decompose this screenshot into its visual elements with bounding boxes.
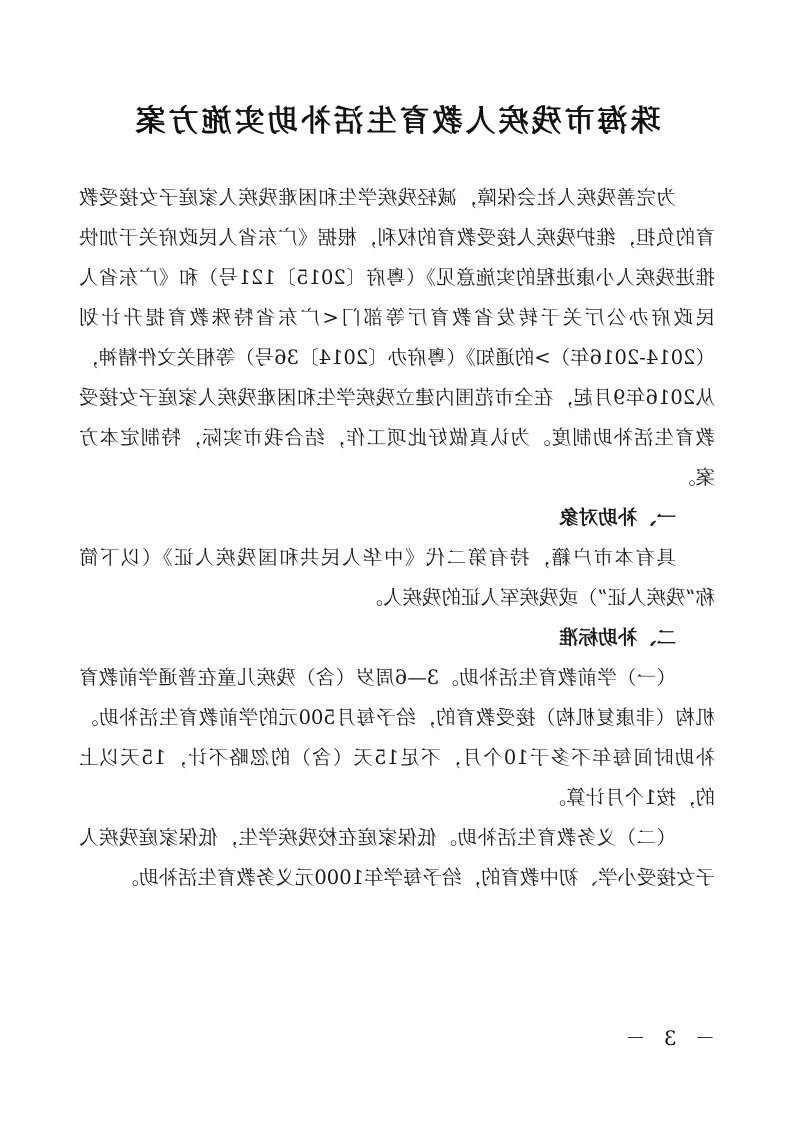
section-heading-2: 二、补助标准 <box>558 626 676 649</box>
item-2-text: 低保家庭在校残疾学生，低保家庭残疾人子女接受小学、初中教育的，给予每学年1000元义务教育生活补助。 <box>79 826 715 889</box>
page-number: － 3 － <box>619 1026 715 1050</box>
document-title: 珠海市残疾人教育生活补助实施方案 <box>132 104 661 139</box>
intro-paragraph: 为完善残疾人社会保障，减轻残疾学生和困难残疾人家庭子女接受教育的负担，维护残疾人接受教育的权利，根据《广东省人民政府关于加快推进残疾人小康进程的实施意见》（粤府〔2015〕121号）和《广东省人民政府办公厅关于转发省教育厅等部门<广东省特殊教育提升计划（2014-2016年）>的通知》（粤府办〔2014〕36号）等相关文件精神，从2016年9月起，在全市范围内建立残疾学生和困难残疾人家庭子女接受教育生活补助制度。为认真做好此项工作，结合我市实际，特制定本方案。 <box>79 186 715 489</box>
document-body <box>79 178 715 898</box>
item-2-paragraph <box>79 818 715 898</box>
item-1-title: （一）学前教育生活补助。 <box>439 666 676 689</box>
item-2-title: （二）义务教育生活补助。 <box>437 826 676 849</box>
section-heading-1: 一、补助对象 <box>558 506 676 529</box>
section-1-paragraph: 具有本市户籍，持有第二代《中华人民共和国残疾人证》（以下简称“残疾人证”）或残疾军人证的残疾人。 <box>79 546 715 609</box>
item-1-paragraph <box>79 658 715 818</box>
item-1-text: 3—6周岁（含）残疾儿童在普通学前教育机构（非康复机构）接受教育的，给予每月500元的学前教育生活补助。补助时间每年不多于10个月，不足15天（含）的忽略不计，15天以上的，按1个月计算。 <box>79 666 715 809</box>
